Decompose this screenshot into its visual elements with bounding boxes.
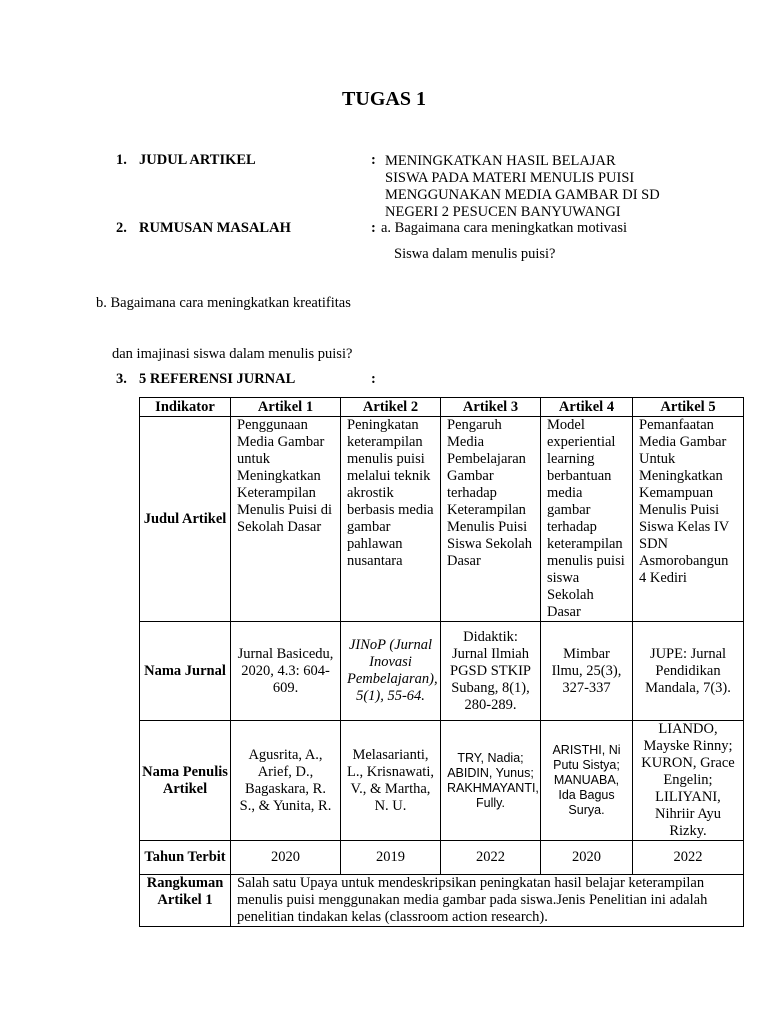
tahun-artikel-5: 2022 <box>633 841 744 875</box>
penulis-artikel-2: Melasarianti, L., Krisnawati, V., & Martha, N. U. <box>341 721 441 841</box>
table-header-row <box>140 398 744 417</box>
question-b-line-1: b. Bagaimana cara meningkatkan kreatifitas <box>96 295 351 311</box>
penulis-artikel-5: LIANDO, Mayske Rinny; KURON, Grace Engelin; LILIYANI, Nihriir Ayu Rizky. <box>633 721 744 841</box>
judul-artikel-2: Peningkatan keterampilan menulis puisi melalui teknik akrostik berbasis media gambar pahlawan nusantara <box>341 417 441 622</box>
header-artikel-5: Artikel 5 <box>633 398 744 417</box>
tahun-artikel-2: 2019 <box>341 841 441 875</box>
row-label-nama-jurnal: Nama Jurnal <box>140 622 231 721</box>
penulis-artikel-4: ARISTHI, Ni Putu Sistya; MANUABA, Ida Bagus Surya. <box>541 721 633 841</box>
jurnal-artikel-5: JUPE: Jurnal Pendidikan Mandala, 7(3). <box>633 622 744 721</box>
judul-artikel-5: Pemanfaatan Media Gambar Untuk Meningkatkan Kemampuan Menulis Puisi Siswa Kelas IV SDN Asmorobangun 4 Kediri <box>633 417 744 622</box>
judul-artikel-1: Penggunaan Media Gambar untuk Meningkatkan Keterampilan Menulis Puisi di Sekolah Dasar <box>231 417 341 622</box>
jurnal-artikel-3: Didaktik: Jurnal Ilmiah PGSD STKIP Subang, 8(1), 280-289. <box>441 622 541 721</box>
table-row-judul-artikel <box>140 417 744 622</box>
item-3-colon: : <box>371 371 376 387</box>
row-label-rangkuman: Rangkuman Artikel 1 <box>140 875 231 927</box>
row-label-judul-artikel: Judul Artikel <box>140 417 231 622</box>
table-row-nama-penulis <box>140 721 744 841</box>
row-label-tahun-terbit: Tahun Terbit <box>140 841 231 875</box>
item-2-colon: : <box>371 220 376 236</box>
item-3-label: 5 REFERENSI JURNAL <box>139 371 296 387</box>
tahun-artikel-1: 2020 <box>231 841 341 875</box>
header-artikel-2: Artikel 2 <box>341 398 441 417</box>
table-row-tahun-terbit <box>140 841 744 875</box>
penulis-artikel-1: Agusrita, A., Arief, D., Bagaskara, R. S., & Yunita, R. <box>231 721 341 841</box>
item-2-label: RUMUSAN MASALAH <box>139 220 291 236</box>
reference-journal-table <box>139 397 744 927</box>
item-2-value-line-2: Siswa dalam menulis puisi? <box>394 246 556 262</box>
judul-artikel-3: Pengaruh Media Pembelajaran Gambar terhadap Keterampilan Menulis Puisi Siswa Sekolah Dasar <box>441 417 541 622</box>
item-3-number: 3. <box>116 371 127 387</box>
jurnal-artikel-2: JINoP (Jurnal Inovasi Pembelajaran), 5(1), 55-64. <box>341 622 441 721</box>
page-title: TUGAS 1 <box>342 88 426 110</box>
judul-artikel-4: Model experiential learning berbantuan media gambar terhadap keterampilan menulis puisi siswa Sekolah Dasar <box>541 417 633 622</box>
penulis-artikel-3: TRY, Nadia; ABIDIN, Yunus; RAKHMAYANTI, Fully. <box>441 721 541 841</box>
question-b-line-2: dan imajinasi siswa dalam menulis puisi? <box>112 346 353 362</box>
header-artikel-4: Artikel 4 <box>541 398 633 417</box>
item-1-value-line-1: MENINGKATKAN HASIL BELAJAR <box>385 153 616 169</box>
item-1-value-line-3: MENGGUNAKAN MEDIA GAMBAR DI SD <box>385 187 660 203</box>
item-1-label: JUDUL ARTIKEL <box>139 152 256 168</box>
jurnal-artikel-1: Jurnal Basicedu, 2020, 4.3: 604-609. <box>231 622 341 721</box>
item-2-value-line-1: a. Bagaimana cara meningkatkan motivasi <box>381 220 628 236</box>
tahun-artikel-4: 2020 <box>541 841 633 875</box>
item-1-value-line-4: NEGERI 2 PESUCEN BANYUWANGI <box>385 204 621 220</box>
table-row-rangkuman <box>140 875 744 927</box>
header-indikator: Indikator <box>140 398 231 417</box>
tahun-artikel-3: 2022 <box>441 841 541 875</box>
jurnal-artikel-4: Mimbar Ilmu, 25(3), 327-337 <box>541 622 633 721</box>
item-1-colon: : <box>371 152 376 168</box>
item-1-value-line-2: SISWA PADA MATERI MENULIS PUISI <box>385 170 635 186</box>
header-artikel-1: Artikel 1 <box>231 398 341 417</box>
item-2-number: 2. <box>116 220 127 236</box>
item-1-number: 1. <box>116 152 127 168</box>
row-label-nama-penulis: Nama Penulis Artikel <box>140 721 231 841</box>
header-artikel-3: Artikel 3 <box>441 398 541 417</box>
rangkuman-artikel-1: Salah satu Upaya untuk mendeskripsikan peningkatan hasil belajar keterampilan menulis puisi menggunakan media gambar pada siswa.Jenis Penelitian ini adalah penelitian tindakan kelas (classroom action research). <box>231 875 744 927</box>
table-row-nama-jurnal <box>140 622 744 721</box>
